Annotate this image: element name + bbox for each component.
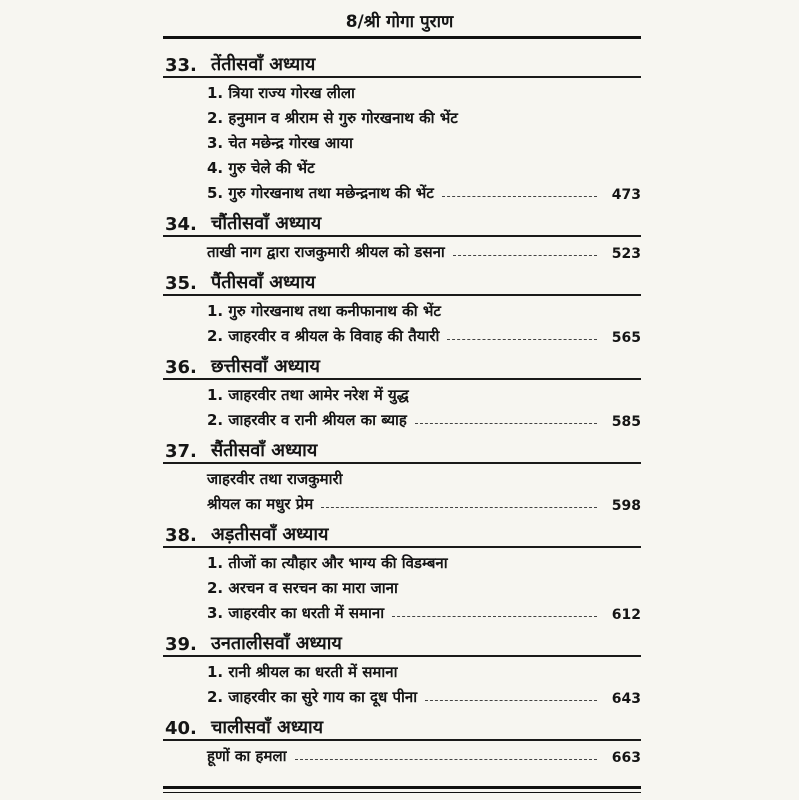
dot-leader	[442, 196, 597, 197]
entry-text: 2. जाहरवीर व रानी श्रीयल का ब्याह	[207, 411, 407, 429]
entry-text: 4. गुरु चेले की भेंट	[207, 159, 315, 177]
entry-text: 1. जाहरवीर तथा आमेर नरेश में युद्ध	[207, 386, 409, 404]
toc-entry	[163, 598, 641, 623]
entry-text: 1. गुरु गोरखनाथ तथा कनीफानाथ की भेंट	[207, 302, 441, 320]
chapter-title: छत्तीसवाँ अध्याय	[211, 356, 320, 377]
entry-text: 3. जाहरवीर का धरती में समाना	[207, 604, 385, 622]
footer-rule-thin	[163, 792, 641, 793]
chapter-heading	[163, 262, 641, 296]
chapter-heading	[163, 707, 641, 741]
entry-text: श्रीयल का मधुर प्रेम	[207, 495, 314, 513]
dot-leader	[425, 700, 597, 701]
page-number: 598	[611, 498, 641, 514]
toc-entry	[163, 321, 641, 346]
entry-text: 1. रानी श्रीयल का धरती में समाना	[207, 663, 398, 681]
chapter-number: 39.	[165, 634, 197, 655]
page-number: 523	[611, 246, 641, 262]
toc-entry	[163, 548, 641, 573]
dot-leader	[321, 507, 597, 508]
footer-rule	[163, 786, 641, 789]
toc-entry	[163, 657, 641, 682]
header-rule	[163, 36, 641, 39]
chapter-heading	[163, 346, 641, 380]
entry-text: जाहरवीर तथा राजकुमारी	[207, 470, 343, 488]
page-number: 565	[611, 330, 641, 346]
table-of-contents	[163, 44, 641, 766]
entry-text: 1. तीजों का त्यौहार और भाग्य की विडम्बना	[207, 554, 448, 572]
chapter-number: 33.	[165, 55, 197, 76]
chapter-number: 36.	[165, 357, 197, 378]
page-number: 585	[611, 414, 641, 430]
chapter-title: अड़तीसवाँ अध्याय	[211, 524, 329, 545]
toc-entry	[163, 237, 641, 262]
chapter-title: चालीसवाँ अध्याय	[211, 717, 324, 738]
entry-text: ताखी नाग द्वारा राजकुमारी श्रीयल को डसना	[207, 243, 445, 261]
toc-entry	[163, 78, 641, 103]
page-number: 473	[611, 187, 641, 203]
toc-entry	[163, 296, 641, 321]
page-number: 612	[611, 607, 641, 623]
entry-text: 5. गुरु गोरखनाथ तथा मछेन्द्रनाथ की भेंट	[207, 184, 434, 202]
toc-entry	[163, 464, 641, 489]
chapter-heading	[163, 203, 641, 237]
toc-entry	[163, 153, 641, 178]
entry-text: 2. जाहरवीर व श्रीयल के विवाह की तैयारी	[207, 327, 440, 345]
chapter-title: सैंतीसवाँ अध्याय	[211, 440, 318, 461]
chapter-heading	[163, 430, 641, 464]
chapter-title: उनतालीसवाँ अध्याय	[211, 633, 342, 654]
dot-leader	[295, 759, 597, 760]
toc-entry	[163, 380, 641, 405]
page-header: 8/श्री गोगा पुराण	[345, 12, 454, 32]
chapter-heading	[163, 623, 641, 657]
page-number: 663	[611, 750, 641, 766]
chapter-title: तेंतीसवाँ अध्याय	[211, 54, 316, 75]
toc-entry	[163, 128, 641, 153]
entry-text: 1. त्रिया राज्य गोरख लीला	[207, 84, 355, 102]
dot-leader	[415, 423, 597, 424]
chapter-title: चौंतीसवाँ अध्याय	[211, 213, 322, 234]
entry-text: 2. अरचन व सरचन का मारा जाना	[207, 579, 398, 597]
chapter-number: 40.	[165, 718, 197, 739]
dot-leader	[447, 339, 597, 340]
toc-entry	[163, 489, 641, 514]
toc-entry	[163, 103, 641, 128]
toc-entry	[163, 178, 641, 203]
page-number: 643	[611, 691, 641, 707]
dot-leader	[453, 255, 597, 256]
chapter-number: 37.	[165, 441, 197, 462]
chapter-heading	[163, 44, 641, 78]
entry-text: हूणों का हमला	[207, 747, 287, 765]
chapter-number: 34.	[165, 214, 197, 235]
entry-text: 3. चेत मछेन्द्र गोरख आया	[207, 134, 353, 152]
chapter-heading	[163, 514, 641, 548]
chapter-title: पैंतीसवाँ अध्याय	[211, 272, 316, 293]
toc-entry	[163, 682, 641, 707]
entry-text: 2. हनुमान व श्रीराम से गुरु गोरखनाथ की भेंट	[207, 109, 458, 127]
entry-text: 2. जाहरवीर का सुरे गाय का दूध पीना	[207, 688, 418, 706]
toc-entry	[163, 573, 641, 598]
chapter-number: 35.	[165, 273, 197, 294]
toc-entry	[163, 405, 641, 430]
toc-entry	[163, 741, 641, 766]
chapter-number: 38.	[165, 525, 197, 546]
dot-leader	[392, 616, 597, 617]
